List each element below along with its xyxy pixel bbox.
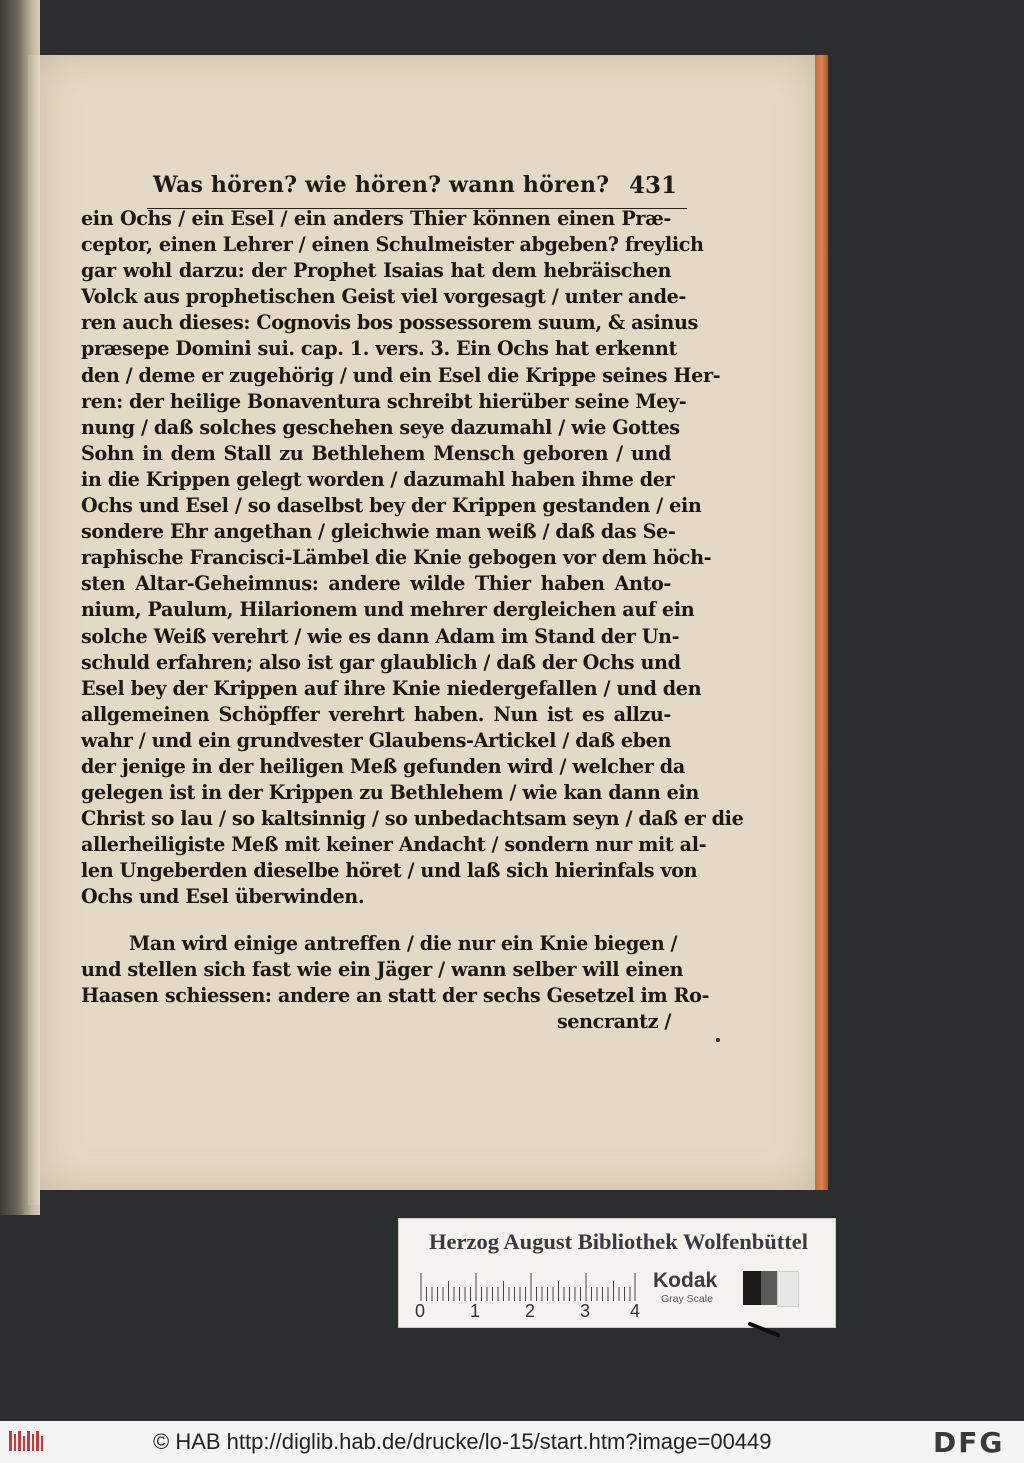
text-line: Haasen schiessen: andere an statt der sechs Gesetzel im Ro- (81, 983, 710, 1007)
text-line: Volck aus prophetischen Geist viel vorgesagt / unter ande- (81, 285, 686, 309)
text-line: Christ so lau / so kaltsinnig / so unbedachtsam seyn / daß er die (81, 807, 744, 831)
page-number: 431 (628, 172, 677, 199)
text-line: sondere Ehr angethan / gleichwie man weiß / daß das Se- (81, 520, 676, 544)
ruler-number: 0 (415, 1301, 426, 1321)
gray-swatch-black (743, 1271, 761, 1305)
text-line: nung / daß solches geschehen seye dazumahl / wie Gottes (81, 415, 680, 439)
text-line: allerheiligiste Meß mit keiner Andacht / sondern nur mit al- (81, 833, 707, 857)
text-line: sten Altar-Geheimnus: andere wilde Thier haben Anto- (81, 572, 671, 596)
hab-logo-icon (8, 1428, 48, 1454)
gray-swatch-dark (761, 1271, 777, 1305)
page-fore-edge (815, 55, 828, 1190)
text-line: ein Ochs / ein Esel / ein anders Thier können einen Præ- (81, 207, 671, 230)
ruler-scale (411, 1269, 636, 1301)
dfg-logo: DFG (933, 1426, 1005, 1459)
kodak-brand: Kodak (653, 1269, 718, 1292)
ruler-numbers (405, 1301, 645, 1323)
text-line: len Ungeberden dieselbe höret / und laß sich hierinfals von (81, 859, 698, 883)
text-line: schuld erfahren; also ist gar glaublich / daß der Ochs und (81, 650, 681, 674)
text-line: ren: der heilige Bonaventura schreibt hierüber seine Mey- (81, 389, 687, 413)
library-name: Herzog August Bibliothek Wolfenbüttel (429, 1229, 808, 1254)
text-line: allgemeinen Schöpffer verehrt haben. Nun ist es allzu- (81, 702, 671, 726)
text-line: gar wohl darzu: der Prophet Isaias hat dem hebräischen (81, 259, 671, 283)
ruler-number: 2 (525, 1301, 536, 1321)
body-text (81, 206, 744, 1035)
text-line: den / deme er zugehörig / und ein Esel die Krippe seines Her- (81, 363, 721, 387)
ink-spot (716, 1038, 720, 1042)
ruler-number: 1 (470, 1301, 481, 1321)
ruler-number: 4 (630, 1301, 641, 1321)
text-line: und stellen sich fast wie ein Jäger / wann selber will einen (81, 957, 684, 981)
footer-bar (0, 1421, 1024, 1463)
text-line: raphische Francisci-Lämbel die Knie gebogen vor dem höch- (81, 546, 712, 570)
text-line: solche Weiß verehrt / wie es dann Adam im Stand der Un- (81, 624, 680, 648)
text-line: Esel bey der Krippen auf ihre Knie niedergefallen / und den (81, 676, 702, 700)
text-line: Ochs und Esel / so daselbst bey der Krippen gestanden / ein (81, 494, 702, 518)
card-shadow-mark (748, 1322, 784, 1338)
text-line: ceptor, einen Lehrer / einen Schulmeister abgeben? freylich (81, 233, 704, 257)
text-line: gelegen ist in der Krippen zu Bethlehem / wie kan dann ein (81, 781, 699, 805)
ruler-number: 3 (580, 1301, 591, 1321)
text-line: præsepe Domini sui. cap. 1. vers. 3. Ein Ochs hat erkennt (81, 337, 677, 361)
text-line: nium, Paulum, Hilarionem und mehrer dergleichen auf ein (81, 598, 695, 622)
text-line: Sohn in dem Stall zu Bethlehem Mensch geboren / und (81, 441, 671, 465)
text-line: wahr / und ein grundvester Glaubens-Artickel / daß eben (81, 728, 671, 752)
text-line: ren auch dieses: Cognovis bos possessorem suum, & asinus (81, 311, 698, 335)
text-line: Man wird einige antreffen / die nur ein Knie biegen / (129, 931, 678, 955)
copyright-url[interactable]: © HAB http://diglib.hab.de/drucke/lo-15/start.htm?image=00449 (153, 1429, 772, 1454)
text-line: der jenige in der heiligen Meß gefunden wird / welcher da (81, 754, 685, 778)
color-target-card (398, 1218, 836, 1328)
gray-swatch-light (777, 1271, 799, 1307)
text-line: in die Krippen gelegt worden / dazumahl haben ihme der (81, 467, 675, 491)
catchword: sencrantz / (556, 1009, 671, 1033)
header-title: Was hören? wie hören? wann hören? (153, 172, 610, 198)
facing-page-margin (28, 55, 40, 1205)
text-line: Ochs und Esel überwinden. (81, 885, 365, 909)
grayscale-label: Gray Scale (661, 1293, 713, 1305)
running-header (147, 168, 687, 209)
